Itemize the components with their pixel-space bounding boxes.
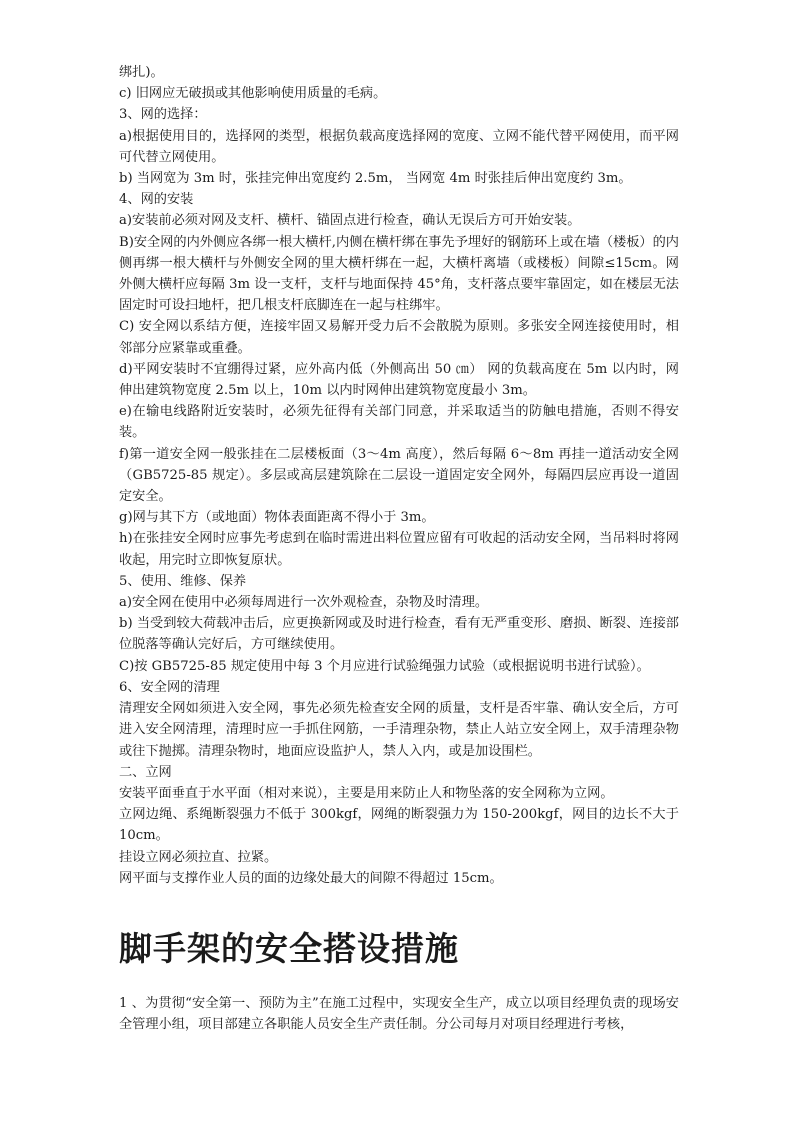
paragraph: d)平网安装时不宜绷得过紧，应外高内低（外侧高出 50 ㎝） 网的负载高度在 5m 以内时，网伸出建筑物宽度 2.5m 以上，10m 以内时网伸出建筑物宽度最小 3m。 xyxy=(119,361,679,399)
paragraph: f)第一道安全网一般张挂在二层楼板面（3～4m 高度），然后每隔 6～8m 再挂一道活动安全网（GB5725-85 规定）。多层或高层建筑除在二层设一道固定安全网外，每隔四层应再设一道固定安全。 xyxy=(119,446,679,505)
paragraph: 安装平面垂直于水平面（相对来说），主要是用来防止人和物坠落的安全网称为立网。 xyxy=(119,785,614,801)
paragraph: 清理安全网如须进入安全网，事先必须先检查安全网的质量，支杆是否牢靠、确认安全后，方可进入安全网清理，清理时应一手抓住网筋，一手清理杂物，禁止人站立安全网上，双手清理杂物或往下抛掷。清理杂物时，地面应设监护人，禁人入内，或是加设围栏。 xyxy=(119,701,679,759)
section-heading-vertical-net: 二、立网 xyxy=(119,764,172,780)
paragraph: C) 安全网以系结方便，连接牢固又易解开受力后不会散脱为原则。多张安全网连接使用时，相邻部分应紧靠或重叠。 xyxy=(119,319,679,356)
paragraph: a)根据使用目的，选择网的类型，根据负载高度选择网的宽度、立网不能代替平网使用，而平网可代替立网使用。 xyxy=(119,128,679,165)
paragraph: g)网与其下方（或地面）物体表面距离不得小于 3m。 xyxy=(119,510,435,526)
body-text-bottom xyxy=(119,993,679,1035)
section-heading-net-cleaning: 6、安全网的清理 xyxy=(119,679,220,695)
paragraph: a)安装前必须对网及支杆、横杆、锚固点进行检查，确认无误后方可开始安装。 xyxy=(119,213,581,229)
page-title: 脚手架的安全搭设措施 xyxy=(119,928,459,968)
paragraph: e)在输电线路附近安装时，必须先征得有关部门同意，并采取适当的防触电措施，否则不得安装。 xyxy=(119,404,679,441)
paragraph: C)按 GB5725-85 规定使用中每 3 个月应进行试验绳强力试验（或根据说明书进行试验）。 xyxy=(119,658,650,674)
paragraph: a)安全网在使用中必须每周进行一次外观检查，杂物及时清理。 xyxy=(119,595,489,611)
paragraph: c) 旧网应无破损或其他影响使用质量的毛病。 xyxy=(119,86,387,102)
paragraph: 立网边绳、系绳断裂强力不低于 300kgf，网绳的断裂强力为 150-200kgf，网目的边长不大于10cm。 xyxy=(119,807,679,844)
paragraph: b) 当受到较大荷载冲击后，应更换新网或及时进行检查，看有无严重变形、磨损、断裂、连接部位脱落等确认完好后，方可继续使用。 xyxy=(119,616,679,653)
section-heading-net-installation: 4、网的安装 xyxy=(119,192,194,208)
paragraph: 挂设立网必须拉直、拉紧。 xyxy=(119,849,278,865)
paragraph: 1 、为贯彻“安全第一、预防为主”在施工过程中，实现安全生产，成立以项目经理负责的现场安全管理小组，项目部建立各职能人员安全生产责任制。分公司每月对项目经理进行考核， xyxy=(119,995,679,1033)
body-text-top xyxy=(119,62,679,889)
section-heading-use-maintenance: 5、使用、维修、保养 xyxy=(119,573,247,589)
section-heading-net-selection: 3、网的选择： xyxy=(119,107,207,123)
paragraph: h)在张挂安全网时应事先考虑到在临时需进出料位置应留有可收起的活动安全网，当吊料时将网收起，用完时立即恢复原状。 xyxy=(119,531,679,568)
paragraph: b) 当网宽为 3m 时，张挂完伸出宽度约 2.5m， 当网宽 4m 时张挂后伸出宽度约 3m。 xyxy=(119,171,632,187)
paragraph: B)安全网的内外侧应各绑一根大横杆,内侧在横杆绑在事先予埋好的钢筋环上或在墙（楼板）的内侧再绑一根大横杆与外侧安全网的里大横杆绑在一起，大横杆离墙（或楼板）间隙≤15cm。网外侧大横杆应每隔 3m 设一支杆，支杆与地面保持 45°角，支杆落点要牢靠固定，如在楼层无法固定时可设扫地杆，把几根支杆底脚连在一起与柱绑牢。 xyxy=(119,234,679,314)
paragraph: 网平面与支撑作业人员的面的边缘处最大的间隙不得超过 15cm。 xyxy=(119,870,503,886)
document-page xyxy=(119,62,679,1035)
paragraph: 绑扎)。 xyxy=(119,65,164,80)
